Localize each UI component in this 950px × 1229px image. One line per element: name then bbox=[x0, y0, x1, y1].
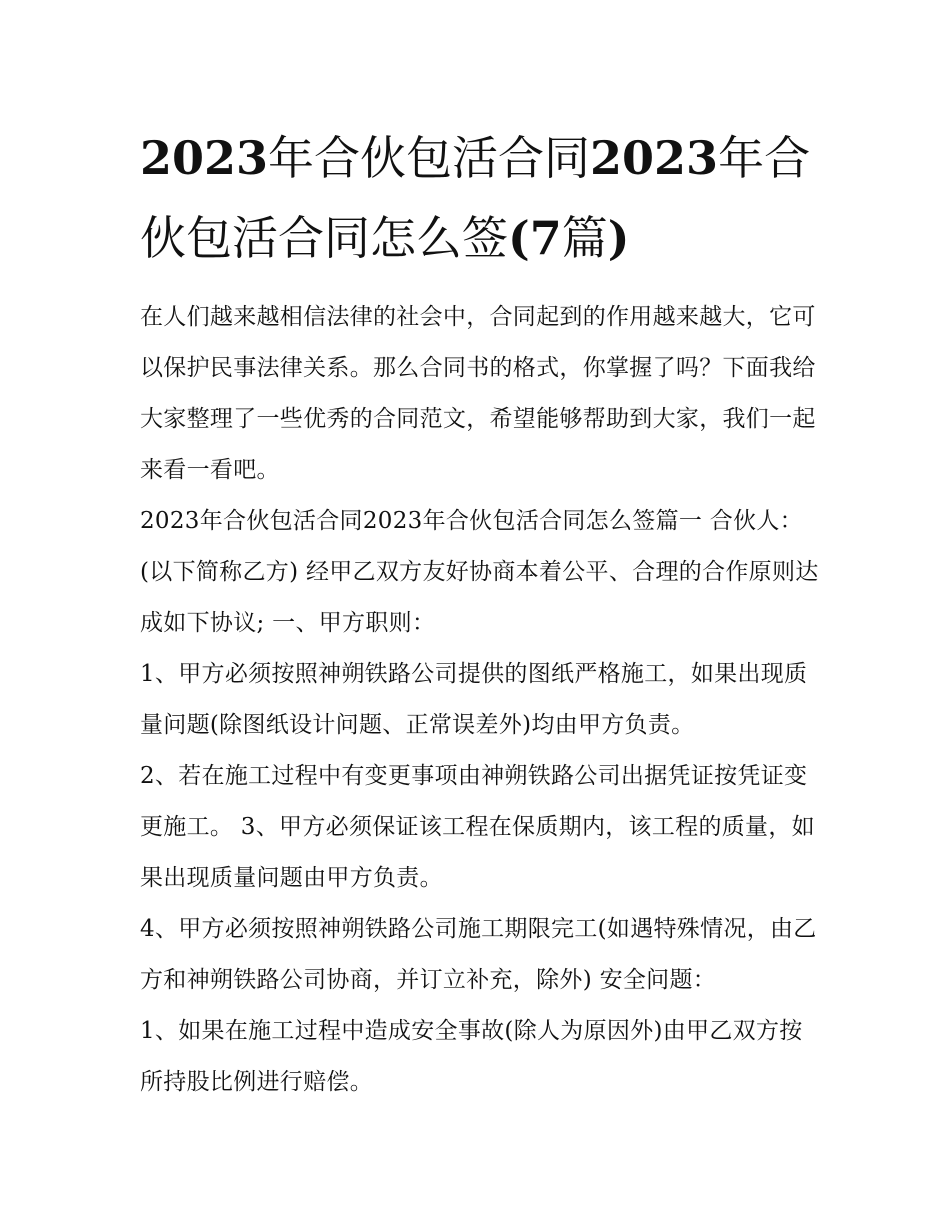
paragraph-clause-4: 4、甲方必须按照神朔铁路公司施工期限完工(如遇特殊情况，由乙方和神朔铁路公司协商，并订立补充，除外) 安全问题： bbox=[140, 916, 817, 993]
paragraph-clause-1: 1、甲方必须按照神朔铁路公司提供的图纸严格施工，如果出现质量问题(除图纸设计问题、正常误差外)均由甲方负责。 bbox=[140, 661, 808, 738]
paragraph-safety-1: 1、如果在施工过程中造成安全事故(除人为原因外)由甲乙双方按所持股比例进行赔偿。 bbox=[140, 1018, 803, 1095]
document-body bbox=[140, 118, 820, 1108]
paragraph-intro: 在人们越来越相信法律的社会中，合同起到的作用越来越大，它可以保护民事法律关系。那么合同书的格式，你掌握了吗？下面我给大家整理了一些优秀的合同范文，希望能够帮助到大家，我们一起来看一看吧。 bbox=[140, 304, 816, 483]
paragraph-article-1: 2023年合伙包活合同2023年合伙包活合同怎么签篇一 合伙人：(以下简称乙方) 经甲乙双方友好协商本着公平、合理的合作原则达成如下协议; 一、甲方职则： bbox=[140, 508, 819, 636]
document-title: 2023年合伙包活合同2023年合伙包活合同怎么签(7篇) bbox=[140, 131, 811, 265]
paragraph-clause-2-3: 2、若在施工过程中有变更事项由神朔铁路公司出据凭证按凭证变更施工。 3、甲方必须保证该工程在保质期内，该工程的质量，如果出现质量问题由甲方负责。 bbox=[140, 763, 815, 891]
